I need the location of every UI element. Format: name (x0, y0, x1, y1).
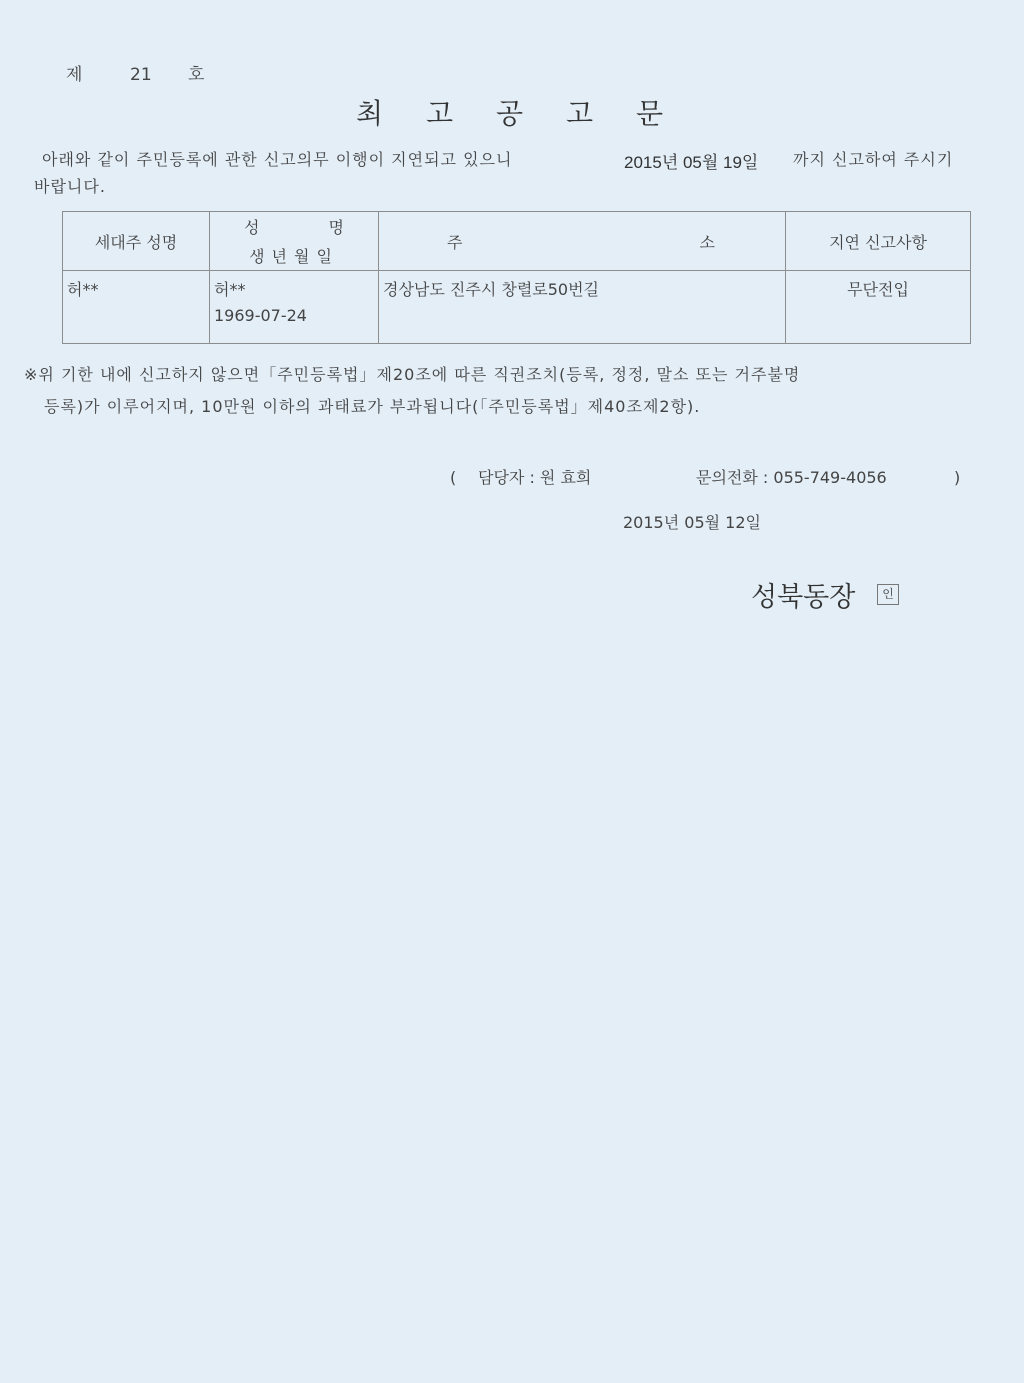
cell-address (379, 271, 786, 344)
title-char: 고 (426, 97, 454, 130)
delayed-value: 무단전입 (847, 280, 909, 299)
table-header-row (63, 212, 971, 271)
contact-info (450, 465, 960, 488)
signer-title: 성북동장 (751, 582, 856, 613)
doc-number-value: 21 (130, 65, 152, 85)
name-value: 허** (214, 280, 246, 299)
deadline-date: 2015년 05월 19일 (624, 153, 759, 172)
title-char: 공 (496, 97, 524, 130)
intro-line-2: 바랍니다. (34, 177, 106, 196)
title-char: 고 (566, 97, 594, 130)
header-name-birth (210, 212, 379, 271)
contact-close-paren: ) (954, 468, 961, 487)
contact-manager: 담당자 : 원 효희 (478, 468, 592, 487)
address-value: 경상남도 진주시 창렬로50번길 (383, 280, 600, 299)
header-address-right: 소 (699, 232, 715, 252)
doc-number-prefix: 제 (66, 65, 83, 85)
page-title (356, 92, 706, 132)
doc-number-suffix: 호 (188, 65, 205, 85)
header-name (210, 215, 378, 238)
notice-table (62, 211, 971, 344)
title-char: 최 (356, 97, 384, 130)
header-householder: 세대주 성명 (63, 212, 210, 271)
table-row (63, 271, 971, 344)
seal-stamp: 인 (877, 584, 899, 605)
warning-line-1: ※위 기한 내에 신고하지 않으면「주민등록법」제20조에 따른 직권조치(등록, 정정, 말소 또는 거주불명 (24, 365, 801, 384)
document-number (66, 60, 204, 85)
header-birth: 생년월일 (249, 247, 339, 266)
header-delayed-item: 지연 신고사항 (786, 212, 971, 271)
header-address (379, 212, 786, 271)
sign-date: 2015년 05월 12일 (623, 513, 761, 532)
warning-line-2: 등록)가 이루어지며, 10만원 이하의 과태료가 부과됩니다(「주민등록법」제40조제2항). (44, 397, 701, 416)
header-name-left: 성 (244, 218, 260, 237)
intro-line-1: 아래와 같이 주민등록에 관한 신고의무 이행이 지연되고 있으니 (42, 150, 513, 169)
contact-open-paren: ( (450, 468, 457, 487)
cell-name-birth (210, 271, 379, 344)
contact-phone: 문의전화 : 055-749-4056 (696, 468, 887, 487)
householder-value: 허** (67, 280, 99, 299)
cell-delayed-item (786, 271, 971, 344)
birth-value: 1969-07-24 (214, 306, 307, 325)
header-name-right: 명 (328, 218, 344, 237)
header-address-left: 주 (447, 232, 463, 252)
title-char: 문 (636, 97, 664, 130)
cell-householder (63, 271, 210, 344)
intro-line-1-tail: 까지 신고하여 주시기 (793, 150, 954, 169)
